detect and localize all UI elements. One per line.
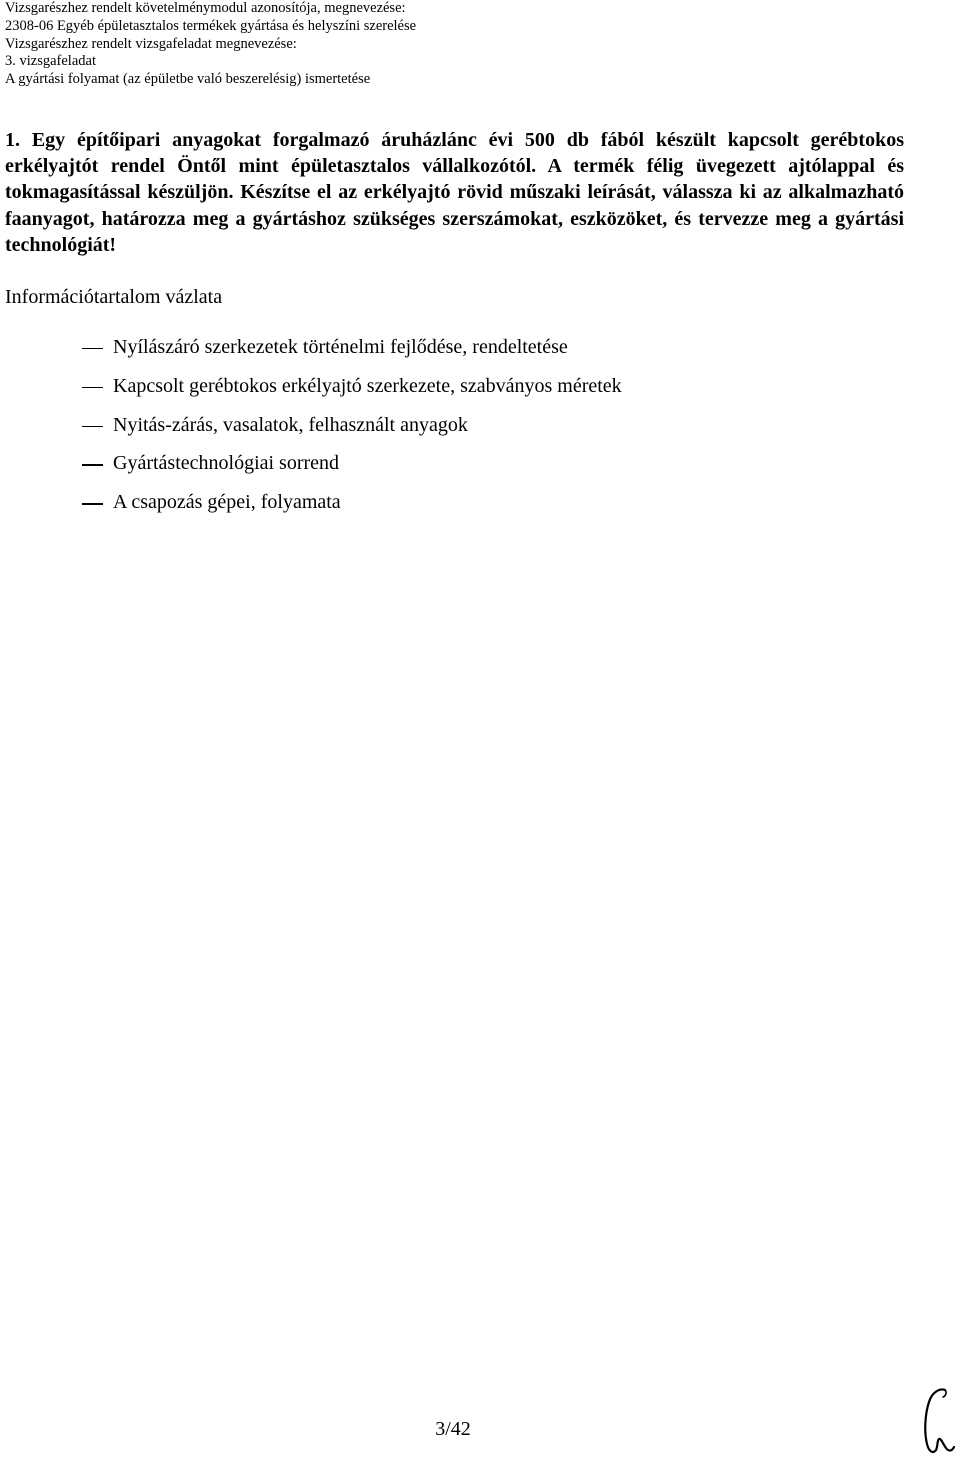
list-item-text: Kapcsolt gerébtokos erkélyajtó szerkezete, szabványos méretek — [113, 374, 622, 397]
task-description: 1. Egy építőipari anyagokat forgalmazó áruházlánc évi 500 db fából készült kapcsolt gerébtokos erkélyajtót rendel Öntől mint épületasztalos vállalkozótól. A termék félig üvegezett ajtólappal és tokmagasítással készüljön. Készítse el az erkélyajtó rövid műszaki leírását, válassza ki az alkalmazható faanyagot, határozza meg a gyártáshoz szükséges szerszámokat, eszközöket, és tervezze meg a gyártási technológiát! — [5, 129, 904, 256]
list-item-text: A csapozás gépei, folyamata — [113, 491, 341, 514]
header-line-module-name: 2308-06 Egyéb épületasztalos termékek gyártása és helyszíni szerelése — [5, 17, 417, 34]
list-item-text: Nyitás-zárás, vasalatok, felhasznált anyagok — [113, 413, 468, 436]
header-line-module-label: Vizsgarészhez rendelt követelménymodul azonosítója, megnevezése: — [5, 0, 406, 16]
info-outline-title: Információtartalom vázlata — [5, 286, 223, 308]
list-item-text: Nyílászáró szerkezetek történelmi fejlődése, rendeltetése — [113, 336, 568, 358]
dash-bullet-icon — [82, 464, 103, 465]
dash-bullet-icon — [82, 503, 103, 504]
header-line-task-name: A gyártási folyamat (az épületbe való beszerelésig) ismertetése — [5, 71, 371, 88]
header-line-task-number: 3. vizsgafeladat — [5, 53, 96, 70]
dash-bullet-icon — [82, 426, 103, 427]
dash-bullet-icon — [82, 348, 103, 349]
list-item-text: Gyártástechnológiai sorrend — [113, 452, 340, 475]
document-header — [5, 0, 945, 89]
handwritten-signature-icon — [918, 1384, 958, 1460]
dash-bullet-icon — [82, 387, 103, 388]
page-number: 3/42 — [435, 1418, 471, 1440]
header-line-task-label: Vizsgarészhez rendelt vizsgafeladat megnevezése: — [5, 35, 297, 52]
